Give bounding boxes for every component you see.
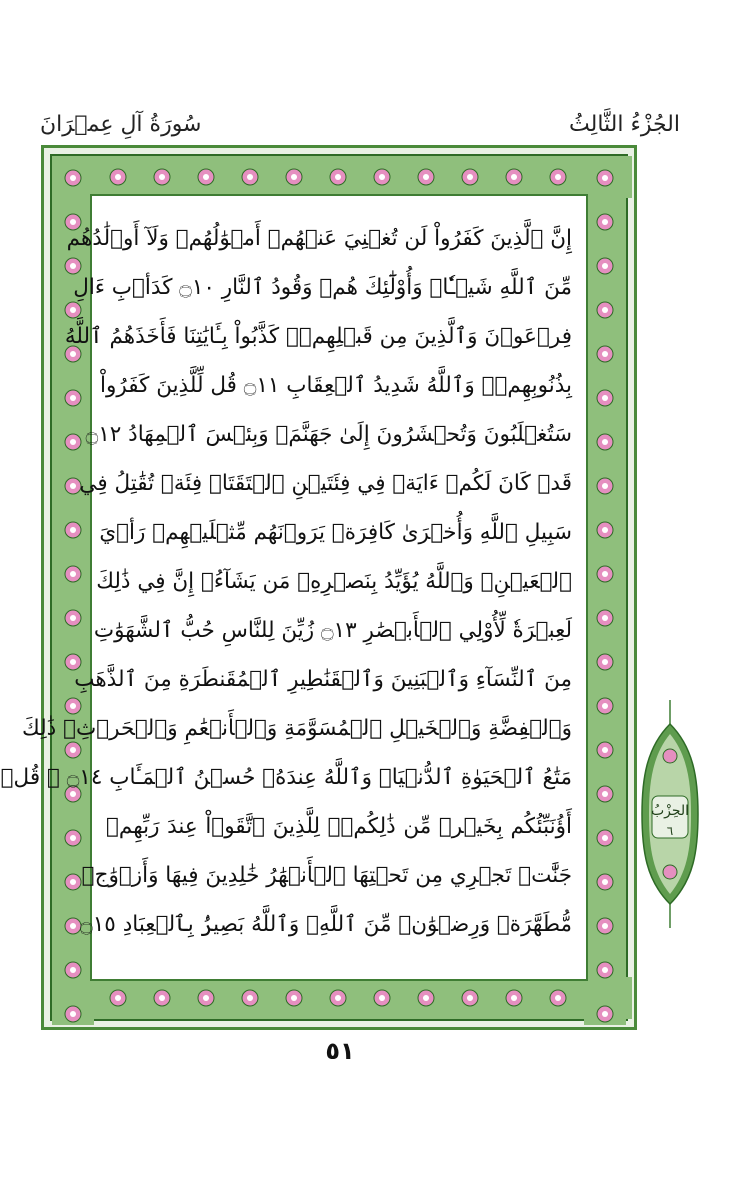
rosette-icon — [154, 990, 170, 1006]
rosette-icon — [462, 990, 478, 1006]
rosette-icon — [506, 990, 522, 1006]
rosette-icon — [597, 346, 613, 362]
rosette-icon — [65, 522, 81, 538]
rosette-icon — [198, 169, 214, 185]
text-line-15: مُّطَهَّرَةٞ وَرِضۡوَٰنٞ مِّنَ ٱللَّهِۗ وَٱللَّهُ بَصِيرُۢ بِٱلۡعِبَادِ ۝١٥ — [80, 912, 572, 937]
rosette-icon — [330, 169, 346, 185]
rosette-icon — [65, 610, 81, 626]
text-line-2: مِّنَ ٱللَّهِ شَيۡـٔٗاۖ وَأُوْلَٰٓئِكَ هُمۡ وَقُودُ ٱلنَّارِ ۝١٠ كَدَأۡبِ ءَالِ — [73, 275, 572, 300]
rosette-icon — [65, 170, 81, 186]
rosette-icon — [65, 566, 81, 582]
hizb-number: ٦ — [666, 824, 674, 838]
rosette-icon — [597, 610, 613, 626]
rosette-icon — [65, 830, 81, 846]
rosette-icon — [506, 169, 522, 185]
rosette-icon — [597, 522, 613, 538]
rosette-icon — [597, 434, 613, 450]
ornament-bottom-band — [52, 977, 632, 1019]
rosette-icon — [597, 302, 613, 318]
rosette-icon — [597, 170, 613, 186]
rosette-icon — [597, 654, 613, 670]
rosette-icon — [597, 918, 613, 934]
rosette-icon — [418, 169, 434, 185]
rosette-icon — [154, 169, 170, 185]
rosette-icon — [550, 169, 566, 185]
rosette-icon — [597, 566, 613, 582]
text-line-5: سَتُغۡلَبُونَ وَتُحۡشَرُونَ إِلَىٰ جَهَنَّمَۖ وَبِئۡسَ ٱلۡمِهَادُ ۝١٢ — [85, 422, 572, 447]
rosette-icon — [242, 169, 258, 185]
rosette-icon — [597, 962, 613, 978]
rosette-icon — [374, 169, 390, 185]
rosette-icon — [462, 169, 478, 185]
rosette-icon — [597, 874, 613, 890]
rosette-icon — [65, 918, 81, 934]
rosette-icon — [198, 990, 214, 1006]
rosette-icon — [597, 390, 613, 406]
rosette-icon — [65, 434, 81, 450]
rosette-icon — [65, 390, 81, 406]
hizb-label: الحِزْبُ — [650, 803, 690, 819]
rosette-icon — [597, 742, 613, 758]
rosette-icon — [374, 990, 390, 1006]
text-line-6: قَدۡ كَانَ لَكُمۡ ءَايَةٞ فِي فِئَتَيۡنِ ٱلۡتَقَتَاۖ فِئَةٞ تُقَٰتِلُ فِي — [79, 471, 572, 496]
text-line-12: مَتَٰعُ ٱلۡحَيَوٰةِ ٱلدُّنۡيَاۖ وَٱللَّهُ عِندَهُۥ حُسۡنُ ٱلۡمَـَٔابِ ۝١٤ ۞ قُلۡ — [0, 765, 572, 790]
text-line-8: ٱلۡعَيۡنِۚ وَٱللَّهُ يُؤَيِّدُ بِنَصۡرِهِۦ مَن يَشَآءُۚ إِنَّ فِي ذَٰلِكَ — [96, 569, 572, 594]
rosette-icon — [65, 1006, 81, 1022]
text-line-7: سَبِيلِ ٱللَّهِ وَأُخۡرَىٰ كَافِرَةٞ يَرَوۡنَهُم مِّثۡلَيۡهِمۡ رَأۡيَ — [99, 520, 572, 545]
hizb-marker — [640, 700, 700, 928]
rosette-icon — [597, 830, 613, 846]
rosette-icon — [597, 214, 613, 230]
rosette-icon — [65, 874, 81, 890]
page-number: ٥١ — [325, 1037, 355, 1065]
rosette-icon — [330, 990, 346, 1006]
text-line-9: لَعِبۡرَةٗ لِّأُوْلِي ٱلۡأَبۡصَٰرِ ۝١٣ زُيِّنَ لِلنَّاسِ حُبُّ ٱلشَّهَوَٰتِ — [93, 618, 572, 643]
juz-title: الجُزْءُ الثَّالِثُ — [569, 112, 680, 137]
rosette-icon — [597, 698, 613, 714]
rosette-icon — [550, 990, 566, 1006]
text-panel — [0, 194, 588, 981]
text-line-14: جَنَّٰتٞ تَجۡرِي مِن تَحۡتِهَا ٱلۡأَنۡهَٰرُ خَٰلِدِينَ فِيهَا وَأَزۡوَٰجٞ — [81, 863, 572, 888]
text-line-13: أَؤُنَبِّئُكُم بِخَيۡرٖ مِّن ذَٰلِكُمۡۖ لِلَّذِينَ ٱتَّقَوۡاْ عِندَ رَبِّهِمۡ — [106, 814, 572, 839]
rosette-icon — [597, 786, 613, 802]
text-line-1: إِنَّ ٱلَّذِينَ كَفَرُواْ لَن تُغۡنِيَ عَنۡهُمۡ أَمۡوَٰلُهُمۡ وَلَآ أَوۡلَٰدُهُم — [66, 226, 572, 251]
rosette-icon — [597, 1006, 613, 1022]
text-line-10: مِنَ ٱلنِّسَآءِ وَٱلۡبَنِينَ وَٱلۡقَنَٰطِيرِ ٱلۡمُقَنطَرَةِ مِنَ ٱلذَّهَبِ — [74, 667, 572, 692]
text-line-3: فِرۡعَوۡنَ وَٱلَّذِينَ مِن قَبۡلِهِمۡۚ كَذَّبُواْ بِـَٔايَٰتِنَا فَأَخَذَهُمُ ٱللَّهُ — [64, 324, 572, 349]
surah-title: سُورَةُ آلِ عِمۡرَانَ — [40, 112, 202, 137]
text-line-11: وَٱلۡفِضَّةِ وَٱلۡخَيۡلِ ٱلۡمُسَوَّمَةِ وَٱلۡأَنۡعَٰمِ وَٱلۡحَرۡثِۗ ذَٰلِكَ — [22, 716, 572, 741]
rosette-icon — [110, 169, 126, 185]
text-line-4: بِذُنُوبِهِمۡۗ وَٱللَّهُ شَدِيدُ ٱلۡعِقَابِ ۝١١ قُل لِّلَّذِينَ كَفَرُواْ — [100, 373, 572, 398]
rosette-icon — [597, 258, 613, 274]
rosette-icon — [597, 478, 613, 494]
rosette-icon — [110, 990, 126, 1006]
rosette-icon — [242, 990, 258, 1006]
ornament-right-band — [584, 156, 626, 1025]
rosette-icon — [286, 169, 302, 185]
rosette-icon — [418, 990, 434, 1006]
ornament-top-band — [52, 156, 632, 198]
page-frame — [0, 145, 637, 1030]
rosette-icon — [65, 962, 81, 978]
rosette-icon — [286, 990, 302, 1006]
